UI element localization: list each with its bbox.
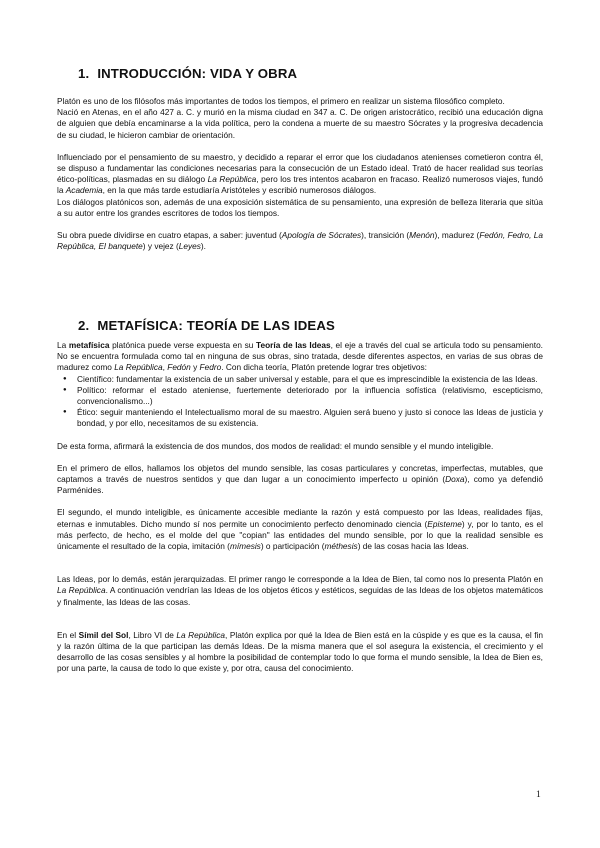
page-number: 1 (536, 790, 541, 800)
section-2-title: METAFÍSICA: TEORÍA DE LAS IDEAS (97, 318, 335, 333)
section-1-number: 1. (78, 66, 90, 81)
paragraph-two-worlds: De esta forma, afirmará la existencia de dos mundos, dos modos de realidad: el mundo sensible y el mundo inteligible. (57, 440, 494, 451)
paragraph-dialogues: Los diálogos platónicos son, además de una exposición sistemática de su pensamiento, una expresión de belleza literaria que sitúa a su autor entre los grandes escritores de todos los tiempos. (57, 196, 543, 218)
paragraph-intelligible-world: El segundo, el mundo inteligible, es únicamente accesible mediante la razón y está compuesto por las Ideas, realidades fijas, eternas e inmutables. Dicho mundo sí nos permite un conocimiento perfecto denominado ciencia (Episteme) y, por lo tanto, es el más perfecto, de hecho, es el molde del que "copian" las entidades del mundo sensible, por lo que la realidad sensible es únicamente el resultado de la copia, imitación (mímesis) o participación (méthesis) de las cosas hacia las Ideas. (57, 507, 543, 552)
section-1-heading (78, 66, 297, 81)
paragraph-metafisica: La metafísica platónica puede verse expuesta en su Teoría de las Ideas, el eje a través del cual se articula todo su pensamiento. No se encuentra formulada como tal en ninguna de sus obras, sino tratada, desde diferentes aspectos, en varias de sus obras de madurez como La República, Fedón y Fedro. Con dicha teoría, Platón pretende lograr tres objetivos: (57, 340, 543, 373)
paragraph-influence: Influenciado por el pensamiento de su maestro, y decidido a reparar el error que los ciudadanos atenienses cometieron contra él, se dispuso a fundamentar las condiciones necesarias para la consecución de un Estado ideal. Trató de hacer realidad sus teorías ético-políticas, plasmadas en su diálogo La República, pero los tres intentos acabaron en fracaso. Realizó numerosos viajes, fundó la Academia, en la que más tarde estudiaría Aristóteles y escribió numerosos diálogos. (57, 151, 543, 196)
section-1-title: INTRODUCCIÓN: VIDA Y OBRA (97, 66, 298, 81)
paragraph-stages: Su obra puede dividirse en cuatro etapas, a saber: juventud (Apología de Sócrates), transición (Menón), madurez (Fedón, Fedro, La República, El banquete) y vejez (Leyes). (57, 230, 543, 252)
section-2-body (57, 340, 543, 675)
objectives-list (57, 374, 543, 430)
section-1-body (57, 96, 543, 252)
paragraph-intro: Platón es uno de los filósofos más importantes de todos los tiempos, el primero en realizar un sistema filosófico completo. (57, 96, 505, 106)
objective-item-ethical: ● Ético: seguir manteniendo el Intelectualismo moral de su maestro. Alguien será bueno y justo si conoce las Ideas de justicia y bondad, y por ello, necesitamos de su existencia. (77, 407, 543, 429)
paragraph-simil-del-sol: En el Símil del Sol, Libro VI de La República, Platón explica por qué la Idea de Bien está en la cúspide y es que es la causa, el fin y la razón última de la que participan las demás Ideas. De la misma manera que el sol asegura la existencia, el crecimiento y el desarrollo de las cosas sensibles y al hombre la posibilidad de contemplar todo lo que forma el mundo sensible, la Idea de Bien es, por una parte, la causa de todo lo que existe y, por otra, causa del conocimiento. (57, 629, 543, 674)
objective-item-scientific: ● Científico: fundamentar la existencia de un saber universal y estable, para el que es imprescindible la existencia de las Ideas. (77, 374, 543, 385)
objective-item-political: ● Político: reformar el estado ateniense, fuertemente deteriorado por la influencia sofística (relativismo, escepticismo, convencionalismo...) (77, 385, 543, 407)
paragraph-birth: Nació en Atenas, en el año 427 a. C. y murió en la misma ciudad en 347 a. C. De origen aristocrático, recibió una educación digna de alguien que debía encaminarse a la vida política, pero la condena a muerte de su maestro Sócrates y la progresiva decadencia de su ciudad, le hicieron cambiar de orientación. (57, 107, 543, 140)
section-2-heading (78, 318, 335, 333)
paragraph-sensible-world: En el primero de ellos, hallamos los objetos del mundo sensible, las cosas particulares y concretas, imperfectas, mutables, que captamos a través de nuestros sentidos y que dan lugar a un conocimiento imperfecto u opinión (Doxa), como ya defendió Parménides. (57, 462, 543, 496)
section-2-number: 2. (78, 318, 90, 333)
paragraph-hierarchy: Las Ideas, por lo demás, están jerarquizadas. El primer rango le corresponde a la Idea de Bien, tal como nos lo presenta Platón en La República. A continuación vendrían las Ideas de los objetos éticos y estéticos, seguidas de las Ideas de los objetos matemáticos y finalmente, las Ideas de las cosas. (57, 574, 543, 607)
